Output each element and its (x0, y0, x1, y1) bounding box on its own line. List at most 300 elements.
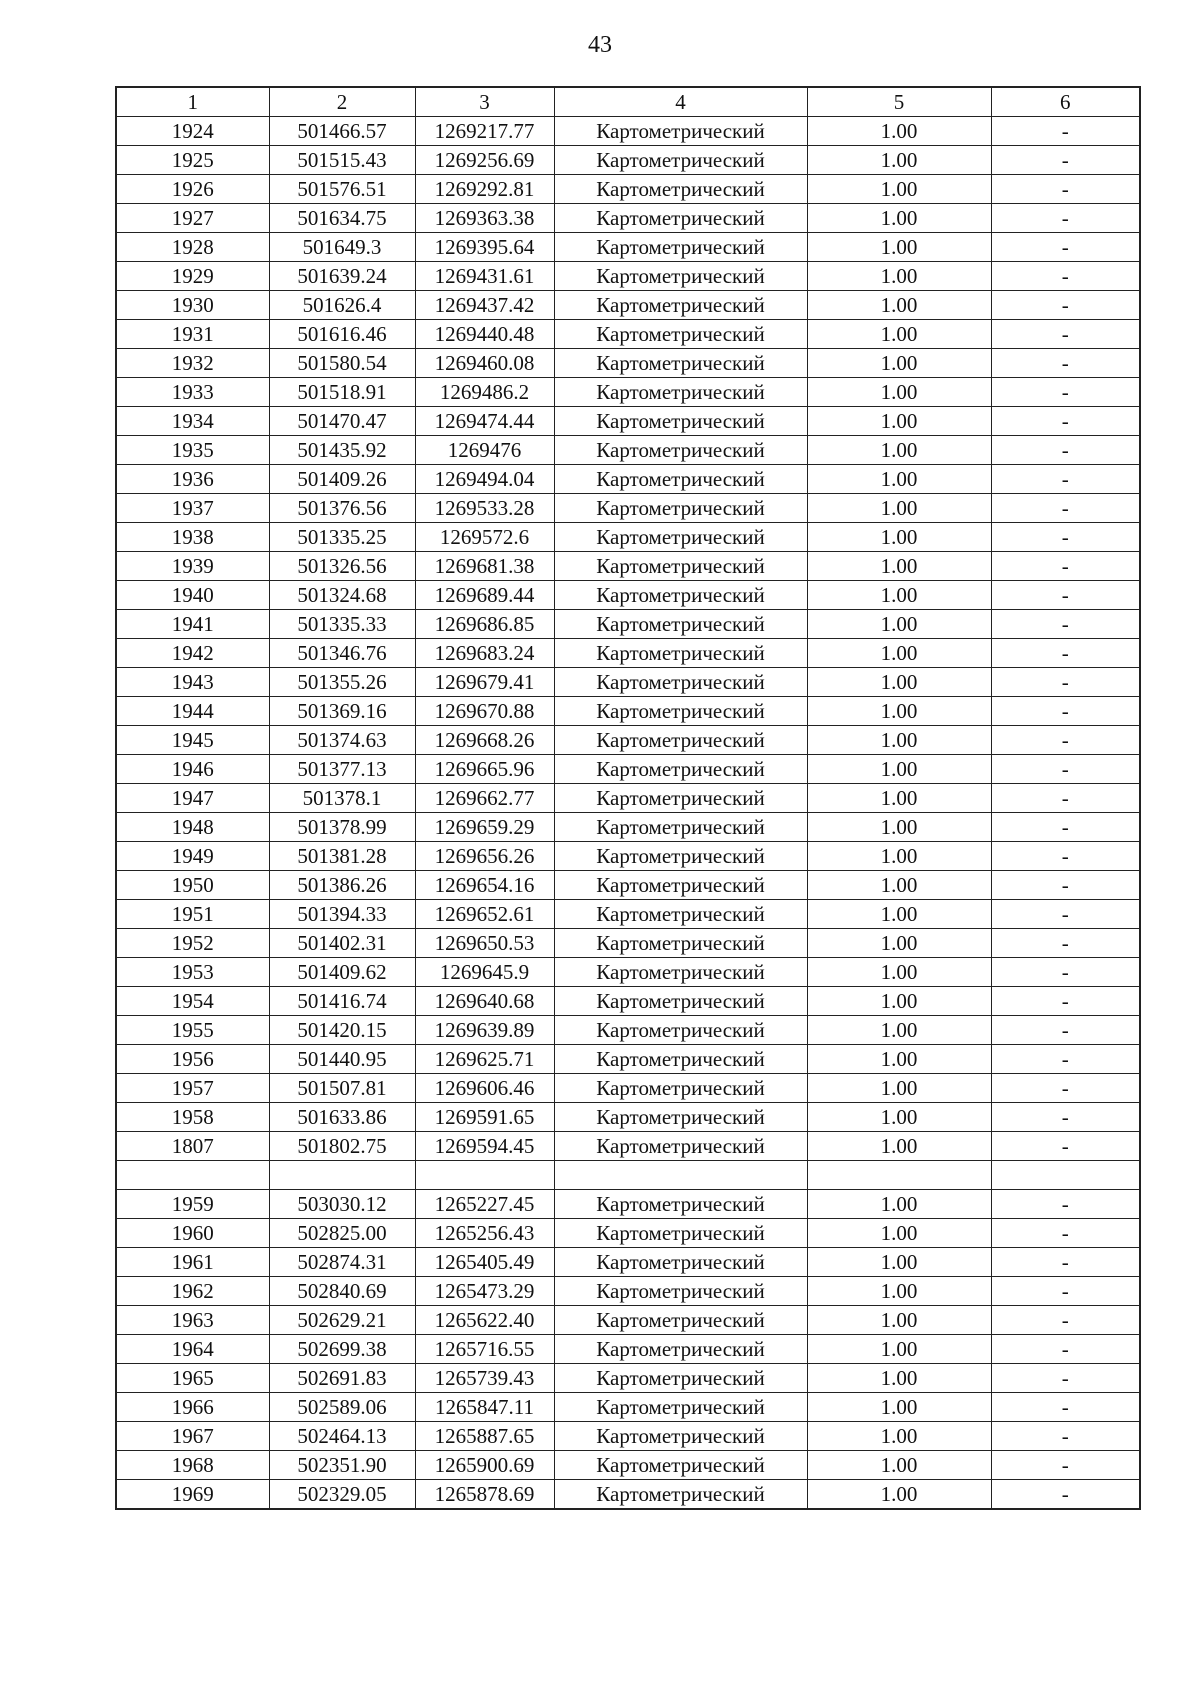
point-number-cell: 1965 (116, 1364, 269, 1393)
note-cell: - (991, 320, 1140, 349)
point-number-cell: 1941 (116, 610, 269, 639)
point-number-cell: 1957 (116, 1074, 269, 1103)
table-row (116, 233, 1140, 262)
method-cell: Картометрический (554, 929, 807, 958)
x-coordinate-cell: 501326.56 (269, 552, 415, 581)
x-coordinate-cell: 501346.76 (269, 639, 415, 668)
table-body (116, 117, 1140, 1510)
method-cell: Картометрический (554, 552, 807, 581)
table-row (116, 929, 1140, 958)
x-coordinate-cell: 501802.75 (269, 1132, 415, 1161)
table-row (116, 842, 1140, 871)
accuracy-cell: 1.00 (807, 320, 991, 349)
accuracy-cell: 1.00 (807, 552, 991, 581)
table-row (116, 1364, 1140, 1393)
table-row (116, 494, 1140, 523)
point-number-cell: 1942 (116, 639, 269, 668)
method-cell: Картометрический (554, 639, 807, 668)
point-number-cell: 1932 (116, 349, 269, 378)
note-cell: - (991, 407, 1140, 436)
point-number-cell: 1924 (116, 117, 269, 146)
note-cell: - (991, 349, 1140, 378)
note-cell: - (991, 668, 1140, 697)
note-cell: - (991, 1190, 1140, 1219)
note-cell: - (991, 436, 1140, 465)
point-number-cell: 1966 (116, 1393, 269, 1422)
note-cell: - (991, 610, 1140, 639)
method-cell: Картометрический (554, 1335, 807, 1364)
point-number-cell: 1955 (116, 1016, 269, 1045)
point-number-cell: 1961 (116, 1248, 269, 1277)
point-number-cell: 1933 (116, 378, 269, 407)
note-cell: - (991, 1248, 1140, 1277)
point-number-cell: 1931 (116, 320, 269, 349)
method-cell: Картометрический (554, 1016, 807, 1045)
point-number-cell: 1954 (116, 987, 269, 1016)
point-number-cell: 1945 (116, 726, 269, 755)
note-cell: - (991, 175, 1140, 204)
point-number-cell: 1934 (116, 407, 269, 436)
y-coordinate-cell: 1269606.46 (415, 1074, 554, 1103)
method-cell: Картометрический (554, 958, 807, 987)
table-row (116, 1451, 1140, 1480)
point-number-cell: 1960 (116, 1219, 269, 1248)
accuracy-cell: 1.00 (807, 813, 991, 842)
table-header (116, 87, 1140, 117)
y-coordinate-cell: 1265716.55 (415, 1335, 554, 1364)
point-number-cell: 1938 (116, 523, 269, 552)
y-coordinate-cell: 1269476 (415, 436, 554, 465)
point-number-cell: 1950 (116, 871, 269, 900)
x-coordinate-cell: 501633.86 (269, 1103, 415, 1132)
accuracy-cell: 1.00 (807, 900, 991, 929)
accuracy-cell: 1.00 (807, 349, 991, 378)
accuracy-cell: 1.00 (807, 1045, 991, 1074)
point-number-cell: 1959 (116, 1190, 269, 1219)
x-coordinate-cell: 501409.62 (269, 958, 415, 987)
y-coordinate-cell: 1269656.26 (415, 842, 554, 871)
x-coordinate-cell: 501639.24 (269, 262, 415, 291)
y-coordinate-cell: 1265256.43 (415, 1219, 554, 1248)
method-cell: Картометрический (554, 378, 807, 407)
note-cell: - (991, 204, 1140, 233)
y-coordinate-cell: 1269662.77 (415, 784, 554, 813)
point-number-cell: 1949 (116, 842, 269, 871)
method-cell: Картометрический (554, 233, 807, 262)
y-coordinate-cell: 1265739.43 (415, 1364, 554, 1393)
method-cell: Картометрический (554, 668, 807, 697)
y-coordinate-cell (415, 1161, 554, 1190)
table-row (116, 900, 1140, 929)
method-cell: Картометрический (554, 1422, 807, 1451)
y-coordinate-cell: 1269670.88 (415, 697, 554, 726)
x-coordinate-cell: 502825.00 (269, 1219, 415, 1248)
x-coordinate-cell: 501378.99 (269, 813, 415, 842)
table-row (116, 320, 1140, 349)
y-coordinate-cell: 1269591.65 (415, 1103, 554, 1132)
note-cell: - (991, 755, 1140, 784)
y-coordinate-cell: 1269594.45 (415, 1132, 554, 1161)
x-coordinate-cell: 501377.13 (269, 755, 415, 784)
point-number-cell: 1963 (116, 1306, 269, 1335)
note-cell: - (991, 581, 1140, 610)
point-number-cell (116, 1161, 269, 1190)
note-cell: - (991, 233, 1140, 262)
table-row (116, 813, 1140, 842)
y-coordinate-cell: 1269625.71 (415, 1045, 554, 1074)
table-row (116, 349, 1140, 378)
accuracy-cell: 1.00 (807, 378, 991, 407)
accuracy-cell: 1.00 (807, 726, 991, 755)
x-coordinate-cell: 501420.15 (269, 1016, 415, 1045)
note-cell: - (991, 262, 1140, 291)
y-coordinate-cell: 1269431.61 (415, 262, 554, 291)
accuracy-cell: 1.00 (807, 117, 991, 146)
y-coordinate-cell: 1265405.49 (415, 1248, 554, 1277)
accuracy-cell: 1.00 (807, 1277, 991, 1306)
point-number-cell: 1925 (116, 146, 269, 175)
x-coordinate-cell: 501335.33 (269, 610, 415, 639)
note-cell: - (991, 929, 1140, 958)
accuracy-cell: 1.00 (807, 842, 991, 871)
table-row (116, 291, 1140, 320)
method-cell: Картометрический (554, 523, 807, 552)
accuracy-cell: 1.00 (807, 871, 991, 900)
accuracy-cell: 1.00 (807, 494, 991, 523)
table-row (116, 378, 1140, 407)
point-number-cell: 1947 (116, 784, 269, 813)
accuracy-cell: 1.00 (807, 1074, 991, 1103)
y-coordinate-cell: 1265473.29 (415, 1277, 554, 1306)
method-cell: Картометрический (554, 755, 807, 784)
accuracy-cell: 1.00 (807, 262, 991, 291)
y-coordinate-cell: 1265227.45 (415, 1190, 554, 1219)
y-coordinate-cell: 1269533.28 (415, 494, 554, 523)
method-cell: Картометрический (554, 349, 807, 378)
method-cell: Картометрический (554, 465, 807, 494)
y-coordinate-cell: 1269681.38 (415, 552, 554, 581)
point-number-cell: 1962 (116, 1277, 269, 1306)
note-cell: - (991, 523, 1140, 552)
note-cell: - (991, 465, 1140, 494)
y-coordinate-cell: 1269486.2 (415, 378, 554, 407)
method-cell: Картометрический (554, 987, 807, 1016)
accuracy-cell: 1.00 (807, 233, 991, 262)
table-row (116, 1190, 1140, 1219)
x-coordinate-cell: 502629.21 (269, 1306, 415, 1335)
page-number: 43 (588, 32, 612, 58)
table-row (116, 436, 1140, 465)
accuracy-cell: 1.00 (807, 291, 991, 320)
note-cell: - (991, 784, 1140, 813)
accuracy-cell: 1.00 (807, 1132, 991, 1161)
table-row (116, 1335, 1140, 1364)
note-cell: - (991, 1306, 1140, 1335)
y-coordinate-cell: 1265847.11 (415, 1393, 554, 1422)
y-coordinate-cell: 1269494.04 (415, 465, 554, 494)
x-coordinate-cell: 501440.95 (269, 1045, 415, 1074)
y-coordinate-cell: 1269474.44 (415, 407, 554, 436)
y-coordinate-cell: 1269683.24 (415, 639, 554, 668)
accuracy-cell: 1.00 (807, 1190, 991, 1219)
point-number-cell: 1807 (116, 1132, 269, 1161)
point-number-cell: 1953 (116, 958, 269, 987)
y-coordinate-cell: 1269686.85 (415, 610, 554, 639)
accuracy-cell: 1.00 (807, 1103, 991, 1132)
table-row (116, 1161, 1140, 1190)
accuracy-cell: 1.00 (807, 581, 991, 610)
x-coordinate-cell: 501335.25 (269, 523, 415, 552)
accuracy-cell: 1.00 (807, 436, 991, 465)
x-coordinate-cell: 501649.3 (269, 233, 415, 262)
method-cell: Картометрический (554, 581, 807, 610)
table-row (116, 1422, 1140, 1451)
x-coordinate-cell: 502589.06 (269, 1393, 415, 1422)
y-coordinate-cell: 1269363.38 (415, 204, 554, 233)
note-cell: - (991, 494, 1140, 523)
y-coordinate-cell: 1269437.42 (415, 291, 554, 320)
y-coordinate-cell: 1265622.40 (415, 1306, 554, 1335)
x-coordinate-cell: 501507.81 (269, 1074, 415, 1103)
y-coordinate-cell: 1269679.41 (415, 668, 554, 697)
method-cell: Картометрический (554, 1132, 807, 1161)
method-cell: Картометрический (554, 1219, 807, 1248)
accuracy-cell: 1.00 (807, 204, 991, 233)
table-row (116, 784, 1140, 813)
point-number-cell: 1952 (116, 929, 269, 958)
x-coordinate-cell: 501376.56 (269, 494, 415, 523)
coordinates-table (115, 86, 1141, 1510)
method-cell: Картометрический (554, 1364, 807, 1393)
method-cell: Картометрический (554, 1045, 807, 1074)
table-row (116, 1045, 1140, 1074)
accuracy-cell: 1.00 (807, 987, 991, 1016)
table-row (116, 204, 1140, 233)
note-cell: - (991, 146, 1140, 175)
method-cell: Картометрический (554, 784, 807, 813)
y-coordinate-cell: 1265878.69 (415, 1480, 554, 1510)
accuracy-cell: 1.00 (807, 755, 991, 784)
x-coordinate-cell: 501470.47 (269, 407, 415, 436)
table-row (116, 1016, 1140, 1045)
header-row (116, 87, 1140, 117)
note-cell: - (991, 697, 1140, 726)
table-row (116, 668, 1140, 697)
note-cell: - (991, 813, 1140, 842)
point-number-cell: 1956 (116, 1045, 269, 1074)
note-cell: - (991, 1016, 1140, 1045)
method-cell: Картометрический (554, 842, 807, 871)
x-coordinate-cell: 501634.75 (269, 204, 415, 233)
point-number-cell: 1930 (116, 291, 269, 320)
table-row (116, 581, 1140, 610)
method-cell: Картометрический (554, 1393, 807, 1422)
x-coordinate-cell: 501616.46 (269, 320, 415, 349)
method-cell: Картометрический (554, 1480, 807, 1510)
point-number-cell: 1958 (116, 1103, 269, 1132)
note-cell: - (991, 958, 1140, 987)
accuracy-cell: 1.00 (807, 697, 991, 726)
method-cell: Картометрический (554, 1190, 807, 1219)
table-row (116, 117, 1140, 146)
x-coordinate-cell: 501394.33 (269, 900, 415, 929)
note-cell: - (991, 1103, 1140, 1132)
table-row (116, 610, 1140, 639)
method-cell: Картометрический (554, 262, 807, 291)
table-row (116, 175, 1140, 204)
point-number-cell: 1946 (116, 755, 269, 784)
x-coordinate-cell: 501369.16 (269, 697, 415, 726)
y-coordinate-cell: 1269650.53 (415, 929, 554, 958)
accuracy-cell: 1.00 (807, 639, 991, 668)
accuracy-cell: 1.00 (807, 1016, 991, 1045)
table-row (116, 1103, 1140, 1132)
note-cell: - (991, 726, 1140, 755)
accuracy-cell: 1.00 (807, 1248, 991, 1277)
accuracy-cell: 1.00 (807, 668, 991, 697)
note-cell: - (991, 1451, 1140, 1480)
point-number-cell: 1967 (116, 1422, 269, 1451)
note-cell: - (991, 1422, 1140, 1451)
accuracy-cell: 1.00 (807, 784, 991, 813)
x-coordinate-cell: 501515.43 (269, 146, 415, 175)
y-coordinate-cell: 1269440.48 (415, 320, 554, 349)
point-number-cell: 1968 (116, 1451, 269, 1480)
y-coordinate-cell: 1265900.69 (415, 1451, 554, 1480)
point-number-cell: 1935 (116, 436, 269, 465)
table-row (116, 726, 1140, 755)
table-row (116, 958, 1140, 987)
point-number-cell: 1929 (116, 262, 269, 291)
method-cell: Картометрический (554, 320, 807, 349)
method-cell: Картометрический (554, 436, 807, 465)
accuracy-cell: 1.00 (807, 1219, 991, 1248)
point-number-cell: 1943 (116, 668, 269, 697)
note-cell: - (991, 1277, 1140, 1306)
x-coordinate-cell: 502874.31 (269, 1248, 415, 1277)
x-coordinate-cell: 502351.90 (269, 1451, 415, 1480)
table-row (116, 262, 1140, 291)
accuracy-cell: 1.00 (807, 610, 991, 639)
method-cell: Картометрический (554, 407, 807, 436)
note-cell: - (991, 871, 1140, 900)
y-coordinate-cell: 1269689.44 (415, 581, 554, 610)
method-cell: Картометрический (554, 175, 807, 204)
x-coordinate-cell: 501409.26 (269, 465, 415, 494)
accuracy-cell: 1.00 (807, 958, 991, 987)
note-cell: - (991, 639, 1140, 668)
method-cell: Картометрический (554, 494, 807, 523)
note-cell: - (991, 1045, 1140, 1074)
y-coordinate-cell: 1269652.61 (415, 900, 554, 929)
y-coordinate-cell: 1269395.64 (415, 233, 554, 262)
method-cell (554, 1161, 807, 1190)
note-cell: - (991, 1074, 1140, 1103)
note-cell: - (991, 1364, 1140, 1393)
y-coordinate-cell: 1269639.89 (415, 1016, 554, 1045)
accuracy-cell (807, 1161, 991, 1190)
accuracy-cell: 1.00 (807, 465, 991, 494)
method-cell: Картометрический (554, 813, 807, 842)
x-coordinate-cell: 501518.91 (269, 378, 415, 407)
point-number-cell: 1940 (116, 581, 269, 610)
point-number-cell: 1926 (116, 175, 269, 204)
y-coordinate-cell: 1269572.6 (415, 523, 554, 552)
note-cell: - (991, 1335, 1140, 1364)
point-number-cell: 1944 (116, 697, 269, 726)
table-row (116, 755, 1140, 784)
method-cell: Картометрический (554, 1074, 807, 1103)
method-cell: Картометрический (554, 1306, 807, 1335)
x-coordinate-cell (269, 1161, 415, 1190)
note-cell: - (991, 291, 1140, 320)
table-row (116, 1480, 1140, 1510)
x-coordinate-cell: 502840.69 (269, 1277, 415, 1306)
y-coordinate-cell: 1269654.16 (415, 871, 554, 900)
table-row (116, 1306, 1140, 1335)
x-coordinate-cell: 502699.38 (269, 1335, 415, 1364)
table-row (116, 1132, 1140, 1161)
method-cell: Картометрический (554, 726, 807, 755)
point-number-cell: 1951 (116, 900, 269, 929)
x-coordinate-cell: 502464.13 (269, 1422, 415, 1451)
note-cell: - (991, 842, 1140, 871)
y-coordinate-cell: 1265887.65 (415, 1422, 554, 1451)
table-row (116, 1277, 1140, 1306)
y-coordinate-cell: 1269292.81 (415, 175, 554, 204)
column-header: 2 (269, 87, 415, 117)
method-cell: Картометрический (554, 291, 807, 320)
point-number-cell: 1969 (116, 1480, 269, 1510)
column-header: 1 (116, 87, 269, 117)
y-coordinate-cell: 1269668.26 (415, 726, 554, 755)
x-coordinate-cell: 501626.4 (269, 291, 415, 320)
note-cell: - (991, 378, 1140, 407)
accuracy-cell: 1.00 (807, 1393, 991, 1422)
note-cell: - (991, 987, 1140, 1016)
table-row (116, 1219, 1140, 1248)
accuracy-cell: 1.00 (807, 1306, 991, 1335)
y-coordinate-cell: 1269460.08 (415, 349, 554, 378)
table-row (116, 1393, 1140, 1422)
method-cell: Картометрический (554, 204, 807, 233)
x-coordinate-cell: 501576.51 (269, 175, 415, 204)
x-coordinate-cell: 501381.28 (269, 842, 415, 871)
x-coordinate-cell: 501402.31 (269, 929, 415, 958)
x-coordinate-cell: 501324.68 (269, 581, 415, 610)
method-cell: Картометрический (554, 1451, 807, 1480)
note-cell (991, 1161, 1140, 1190)
accuracy-cell: 1.00 (807, 929, 991, 958)
accuracy-cell: 1.00 (807, 1480, 991, 1510)
table-row (116, 552, 1140, 581)
x-coordinate-cell: 501435.92 (269, 436, 415, 465)
x-coordinate-cell: 503030.12 (269, 1190, 415, 1219)
x-coordinate-cell: 501580.54 (269, 349, 415, 378)
note-cell: - (991, 1132, 1140, 1161)
table-row (116, 639, 1140, 668)
accuracy-cell: 1.00 (807, 175, 991, 204)
method-cell: Картометрический (554, 1103, 807, 1132)
x-coordinate-cell: 501378.1 (269, 784, 415, 813)
table-row (116, 871, 1140, 900)
x-coordinate-cell: 501386.26 (269, 871, 415, 900)
point-number-cell: 1948 (116, 813, 269, 842)
accuracy-cell: 1.00 (807, 1364, 991, 1393)
table-row (116, 407, 1140, 436)
column-header: 5 (807, 87, 991, 117)
method-cell: Картометрический (554, 1248, 807, 1277)
